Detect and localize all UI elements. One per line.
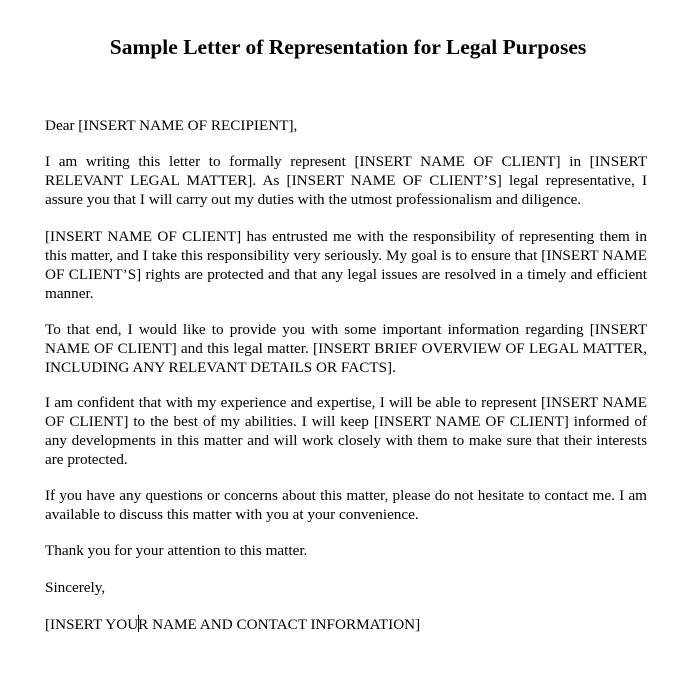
paragraph-5: If you have any questions or concerns about this matter, please do not hesitate to contact me. I am available to discuss this matter with you at your convenience. (45, 487, 647, 523)
paragraph-6: Thank you for your attention to this matter. (45, 542, 308, 559)
signature-text-end: R NAME AND CONTACT INFORMATION] (138, 616, 421, 633)
paragraph-2: [INSERT NAME OF CLIENT] has entrusted me with the responsibility of representing them in this matter, and I take this responsibility very seriously. My goal is to ensure that [INSERT NAME OF CLIENT’S] rights are protected and that any legal issues are resolved in a timely and efficient manner. (45, 228, 647, 302)
signature-text-start: [INSERT YOU (45, 616, 139, 633)
salutation: Dear [INSERT NAME OF RECIPIENT], (45, 117, 298, 134)
paragraph-4: I am confident that with my experience and expertise, I will be able to represent [INSERT NAME OF CLIENT] to the best of my abilities. I will keep [INSERT NAME OF CLIENT] informed of any developments in this matter and will work closely with them to make sure that their interests are protected. (45, 394, 647, 468)
paragraph-1: I am writing this letter to formally represent [INSERT NAME OF CLIENT] in [INSERT RELEVANT LEGAL MATTER]. As [INSERT NAME OF CLIENT’S] legal representative, I assure you that I will carry out my duties with the utmost professionalism and diligence. (45, 153, 647, 208)
signature-block[interactable] (45, 615, 647, 634)
paragraph-3: To that end, I would like to provide you with some important information regarding [INSERT NAME OF CLIENT] and this legal matter. [INSERT BRIEF OVERVIEW OF LEGAL MATTER, INCLUDING ANY RELEVANT DETAILS OR FACTS]. (45, 321, 647, 376)
closing: Sincerely, (45, 579, 106, 596)
document-title: Sample Letter of Representation for Legal Purposes (109, 35, 587, 59)
